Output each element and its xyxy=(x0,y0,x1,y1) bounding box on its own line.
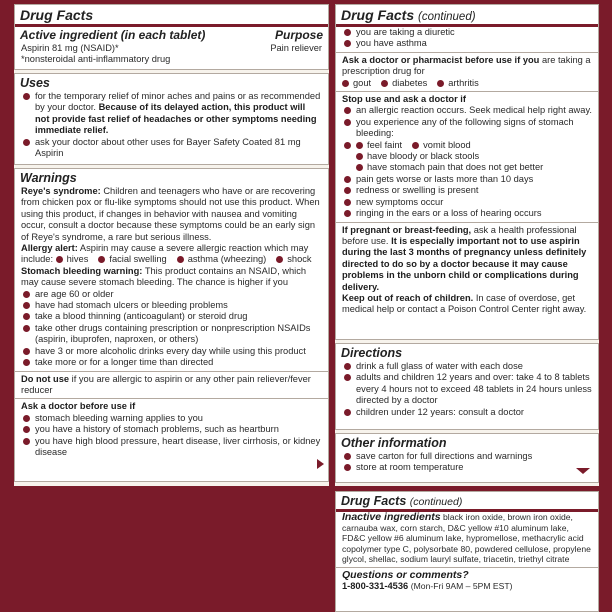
uses-panel xyxy=(14,73,329,165)
list-item: take a blood thinning (anticoagulant) or steroid drug xyxy=(21,311,322,322)
list-item: redness or swelling is present xyxy=(342,185,592,196)
phone-number: 1-800-331-4536 xyxy=(342,581,409,592)
keep-label: Keep out of reach of children. xyxy=(342,292,474,303)
reye-text: Children and teenagers who have or are recovering from chicken pox or flu-like symptoms should not use this product. When using this product, if changes in behavior with nausea and vomiting occur, consult a doctor because these symptoms could be an early sign of Reye's syndrome, a rare but serious illness. xyxy=(21,186,320,242)
pharm-text: are taking a prescription drug for xyxy=(342,54,591,77)
sign-item: have stomach pain that does not get better xyxy=(356,162,543,173)
do-not-use xyxy=(15,374,328,397)
phone-hours: (Mon-Fri 9AM – 5PM EST) xyxy=(410,581,513,592)
other-info-panel xyxy=(335,433,599,483)
drug-facts-continued-title xyxy=(336,492,598,509)
inactive-ingredients xyxy=(336,512,598,565)
bleed-risk-list xyxy=(15,289,328,369)
continued-list xyxy=(336,27,598,50)
drug-facts-title: Drug Facts xyxy=(20,7,94,23)
allergy-label: Allergy alert: xyxy=(21,243,78,254)
continue-arrow-icon xyxy=(576,468,590,474)
directions-panel xyxy=(335,343,599,430)
title-suffix: (continued) xyxy=(409,496,463,508)
list-item: adults and children 12 years and over: take 4 to 8 tablets every 4 hours not to exceed 48 tablets in 24 hours unless directed by a doctor xyxy=(342,372,592,406)
list-item xyxy=(21,91,322,137)
other-heading: Other information xyxy=(341,436,447,450)
purpose-value: Pain reliever xyxy=(270,43,322,53)
active-ingredient-panel xyxy=(14,4,329,70)
drug-facts-left-column xyxy=(14,4,329,486)
stop-use xyxy=(336,94,598,105)
reye-label: Reye's syndrome: xyxy=(21,186,101,196)
purpose-heading: Purpose xyxy=(274,28,323,42)
pharm-label: Ask a doctor or pharmacist before use if you xyxy=(342,54,540,65)
list-item: take other drugs containing prescription or nonprescription NSAIDs (aspirin, ibuprofen, naproxen, or others) xyxy=(21,323,322,346)
drug-facts-right-column xyxy=(335,4,599,486)
preg-text: ask a health professional before use. xyxy=(342,224,577,246)
pregnancy-warning xyxy=(336,225,598,293)
sign-item: feel faint xyxy=(356,140,402,151)
donot-text: if you are allergic to aspirin or any other pain reliever/fever reducer xyxy=(21,373,311,395)
list-item: drink a full glass of water with each dose xyxy=(342,361,592,372)
pharm-item: gout xyxy=(342,78,371,89)
bleed-text: This product contains an NSAID, which may cause severe stomach bleeding. The chance is higher if you xyxy=(21,265,307,288)
pharmacist-warning xyxy=(336,55,598,89)
divider xyxy=(336,91,598,92)
list-item: take more or for a longer time than directed xyxy=(21,357,322,368)
allergy-item: hives xyxy=(56,254,89,265)
list-item: ringing in the ears or a loss of hearing occurs xyxy=(342,208,592,219)
drug-facts-bottom-panel xyxy=(335,491,599,612)
uses-text: for the temporary relief of minor aches and pains or as recommended by your doctor. xyxy=(35,91,321,113)
list-item: an allergic reaction occurs. Seek medical help right away. xyxy=(342,105,592,116)
warnings-panel xyxy=(14,168,329,482)
list-item: have 3 or more alcoholic drinks every day while using this product xyxy=(21,346,322,357)
inactive-heading: Inactive ingredients xyxy=(342,511,441,523)
divider xyxy=(336,52,598,53)
list-item: save carton for full directions and warnings xyxy=(342,451,592,462)
bleed-label: Stomach bleeding warning: xyxy=(21,265,143,276)
list-item: new symptoms occur xyxy=(342,197,592,208)
allergy-item: shock xyxy=(276,254,311,265)
ingredient-row xyxy=(15,43,328,54)
stop-label: Stop use and ask a doctor if xyxy=(342,94,466,105)
askdoc-list xyxy=(15,413,328,459)
askdoc-label: Ask a doctor before use if xyxy=(21,401,136,412)
list-item: children under 12 years: consult a doctor xyxy=(342,407,592,418)
divider xyxy=(336,222,598,223)
preg-label: If pregnant or breast-feeding, xyxy=(342,224,472,235)
stop-list xyxy=(336,105,598,219)
keep-out-of-reach xyxy=(336,293,598,316)
uses-heading: Uses xyxy=(20,76,50,90)
pharm-item: arthritis xyxy=(437,78,478,89)
list-item: store at room temperature xyxy=(342,462,592,473)
directions-heading: Directions xyxy=(341,346,403,360)
list-item: you have high blood pressure, heart disease, liver cirrhosis, or kidney disease xyxy=(21,436,322,459)
title-text: Drug Facts xyxy=(341,7,415,23)
sign-item: vomit blood xyxy=(412,140,471,151)
list-item: are age 60 or older xyxy=(21,289,322,300)
active-ingredient-header xyxy=(15,27,328,43)
list-item: pain gets worse or lasts more than 10 days xyxy=(342,174,592,185)
allergy-alert xyxy=(15,243,328,266)
uses-bold-text: Because of its delayed action, this product will not provide fast relief of headaches or other symptoms needing immediate relief. xyxy=(35,102,317,136)
allergy-item: facial swelling xyxy=(98,254,166,265)
allergy-item: asthma (wheezing) xyxy=(177,254,267,265)
donot-label: Do not use xyxy=(21,373,70,384)
active-heading: Active ingredient (in each tablet) xyxy=(20,28,206,42)
other-list xyxy=(336,451,598,474)
questions-heading: Questions or comments? xyxy=(342,568,469,581)
divider xyxy=(336,567,598,568)
bleed-signs xyxy=(342,140,592,174)
inactive-panel xyxy=(335,491,599,612)
drug-facts-continued-title xyxy=(336,5,598,24)
questions xyxy=(336,570,598,593)
directions-list xyxy=(336,361,598,418)
stomach-bleeding-warning xyxy=(15,266,328,289)
continue-arrow-icon xyxy=(317,459,324,469)
divider xyxy=(15,371,328,372)
footnote: *nonsteroidal anti-inflammatory drug xyxy=(21,54,171,65)
list-item: you have a history of stomach problems, such as heartburn xyxy=(21,424,322,435)
title-suffix: (continued) xyxy=(418,11,476,23)
allergy-text: Aspirin may cause a severe allergic reaction which may include: xyxy=(21,243,309,265)
list-item: you experience any of the following signs of stomach bleeding: xyxy=(342,117,592,140)
preg-bold: It is especially important not to use aspirin during the last 3 months of pregnancy unless definitely directed to do so by a doctor because it may cause problems in the unborn child or complications during delivery. xyxy=(342,235,587,292)
ask-doctor xyxy=(15,401,328,412)
inactive-text: black iron oxide, brown iron oxide, carnauba wax, corn starch, D&C yellow #10 aluminum lake, FD&C yellow #6 aluminum lake, hypromellose, methacrylic acid copolymer type C, polysorbate 80, powdered cellulose, propylene glycol, shellac, sodium lauryl sulfate, triacetin, triethyl citrate xyxy=(342,512,591,565)
list-item: you are taking a diuretic xyxy=(342,27,592,38)
list-item: you have asthma xyxy=(342,38,592,49)
list-item: ask your doctor about other uses for Bayer Safety Coated 81 mg Aspirin xyxy=(21,137,322,160)
uses-list xyxy=(15,91,328,159)
title-text: Drug Facts xyxy=(341,494,407,508)
continued-panel xyxy=(335,4,599,340)
divider xyxy=(15,398,328,399)
reye-warning xyxy=(15,186,328,243)
warnings-heading: Warnings xyxy=(20,171,77,185)
list-item: stomach bleeding warning applies to you xyxy=(21,413,322,424)
sign-item: have bloody or black stools xyxy=(356,151,479,162)
pharm-item: diabetes xyxy=(381,78,427,89)
active-ingredient: Aspirin 81 mg (NSAID)* xyxy=(21,43,119,53)
list-item: have had stomach ulcers or bleeding problems xyxy=(21,300,322,311)
keep-text: In case of overdose, get medical help or contact a Poison Control Center right away. xyxy=(342,292,587,315)
